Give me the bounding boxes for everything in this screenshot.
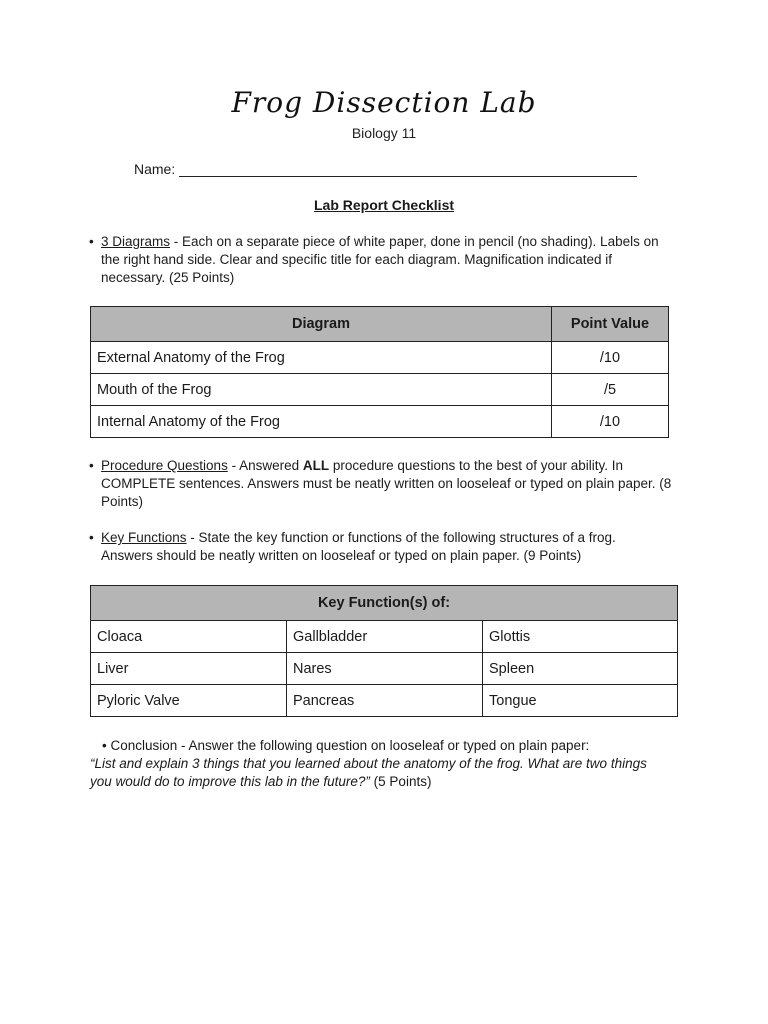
diagrams-label: 3 Diagrams (101, 234, 171, 249)
structure-cell: Glottis (483, 621, 678, 653)
diagrams-text: - Each on a separate piece of white paper, done in pencil (no shading). Labels on the right hand side. Clear and specific title for each diagram. Magnification indicated if necessary. (25 Points) (101, 234, 659, 285)
conclusion-label: Conclusion (110, 738, 178, 753)
point-value-cell: /10 (552, 406, 669, 438)
bullet-icon: • (89, 234, 94, 249)
key-functions-item (89, 529, 661, 565)
diagram-table-header-row (91, 307, 669, 342)
point-value-cell: /10 (552, 342, 669, 374)
structure-cell: Spleen (483, 653, 678, 685)
key-function-header-row (91, 586, 678, 621)
structure-cell: Pyloric Valve (91, 685, 287, 717)
table-row (91, 374, 669, 406)
structure-cell: Nares (287, 653, 483, 685)
point-value-column-header: Point Value (552, 307, 669, 342)
diagrams-item (89, 233, 671, 287)
structure-cell: Tongue (483, 685, 678, 717)
key-function-header: Key Function(s) of: (91, 586, 678, 621)
table-row (91, 406, 669, 438)
name-label: Name: (134, 161, 176, 177)
table-row (91, 653, 678, 685)
checklist-heading: Lab Report Checklist (313, 197, 455, 213)
bullet-icon: • (102, 738, 107, 753)
point-value-cell: /5 (552, 374, 669, 406)
procedure-text-a: - Answered (227, 458, 303, 473)
bullet-icon: • (89, 458, 94, 473)
diagram-table (90, 306, 669, 438)
procedure-text-b: procedure questions to the best of your ability. In COMPLETE sentences. Answers must be neatly written on looseleaf or typed on plain paper. (8 Points) (101, 458, 672, 509)
structure-cell: Liver (91, 653, 287, 685)
name-field-line[interactable] (179, 162, 637, 177)
page-subtitle: Biology 11 (351, 125, 417, 141)
conclusion-item (90, 737, 670, 791)
key-functions-label: Key Functions (101, 530, 187, 545)
conclusion-text: - Answer the following question on looseleaf or typed on plain paper: (177, 738, 590, 753)
bullet-icon: • (89, 530, 94, 545)
key-function-table (90, 585, 678, 717)
diagram-name-cell: Internal Anatomy of the Frog (91, 406, 552, 438)
procedure-item (89, 457, 676, 511)
diagram-name-cell: Mouth of the Frog (91, 374, 552, 406)
structure-cell: Cloaca (91, 621, 287, 653)
procedure-label: Procedure Questions (101, 458, 228, 473)
conclusion-question: “List and explain 3 things that you learned about the anatomy of the frog. What are two things you would do to improve this lab in the future?” (90, 756, 647, 789)
procedure-emphasis: ALL (302, 458, 330, 473)
table-row (91, 621, 678, 653)
page-title: Frog Dissection Lab (231, 86, 537, 119)
table-row (91, 685, 678, 717)
structure-cell: Gallbladder (287, 621, 483, 653)
table-row (91, 342, 669, 374)
structure-cell: Pancreas (287, 685, 483, 717)
diagram-name-cell: External Anatomy of the Frog (91, 342, 552, 374)
name-row (134, 161, 637, 177)
diagram-column-header: Diagram (91, 307, 552, 342)
key-functions-text: - State the key function or functions of the following structures of a frog. Answers should be neatly written on looseleaf or typed on plain paper. (9 Points) (101, 530, 616, 563)
conclusion-points: (5 Points) (369, 774, 432, 789)
